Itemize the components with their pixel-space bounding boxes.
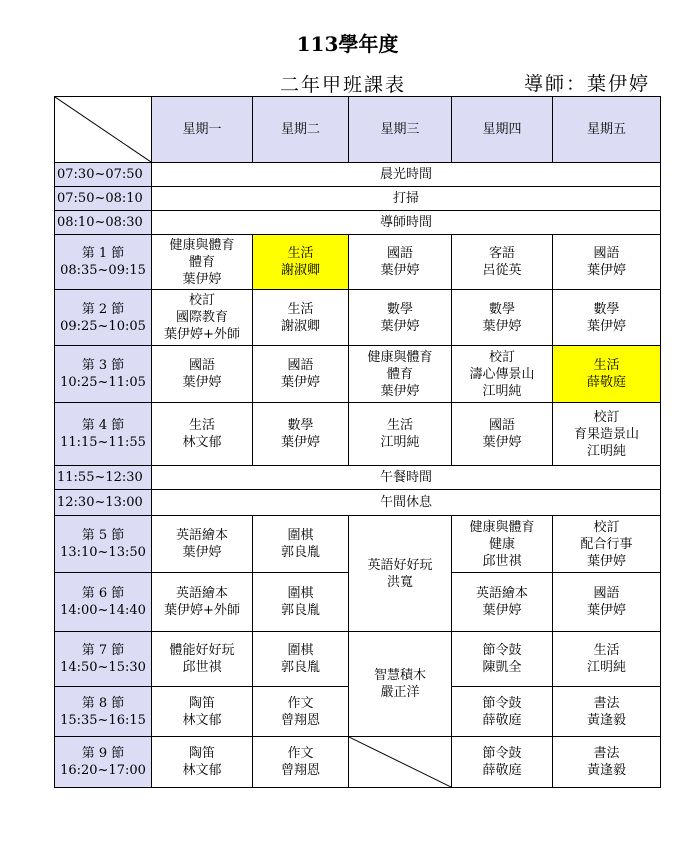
period-1-label: 第 1 節 08:35~09:15	[55, 235, 152, 290]
page-title: 113學年度	[296, 32, 399, 56]
p7-fri: 生活 江明純	[553, 632, 661, 687]
time-lunch: 11:55~12:30	[55, 466, 152, 490]
day-header-thu: 星期四	[452, 97, 553, 163]
p5-fri: 校訂 配合行事 葉伊婷	[553, 516, 661, 573]
p2-tue: 生活 謝淑卿	[253, 290, 349, 346]
diagonal-line-icon	[349, 737, 451, 787]
p5-thu: 健康與體育 健康 邱世祺	[452, 516, 553, 573]
p9-wed-empty	[349, 737, 452, 788]
p7-tue: 圍棋 郭良胤	[253, 632, 349, 687]
p1-thu: 客語 呂從英	[452, 235, 553, 290]
p6-fri: 國語 葉伊婷	[553, 573, 661, 632]
p2-mon: 校訂 國際教育 葉伊婷+外師	[152, 290, 253, 346]
class-subtitle: 二年甲班課表	[280, 74, 407, 96]
p2-thu: 數學 葉伊婷	[452, 290, 553, 346]
p9-fri: 書法 黃逢毅	[553, 737, 661, 788]
homeroom-row: 導師時間	[152, 211, 661, 235]
period-6-label: 第 6 節 14:00~14:40	[55, 573, 152, 632]
timetable	[54, 96, 661, 788]
time-morning: 07:30~07:50	[55, 163, 152, 187]
period-8-label: 第 8 節 15:35~16:15	[55, 687, 152, 737]
p7-mon: 體能好好玩 邱世祺	[152, 632, 253, 687]
p4-wed: 生活 江明純	[349, 403, 452, 466]
p3-mon: 國語 葉伊婷	[152, 346, 253, 403]
morning-row: 晨光時間	[152, 163, 661, 187]
p3-tue: 國語 葉伊婷	[253, 346, 349, 403]
diagonal-line-icon	[55, 97, 151, 162]
p8-tue: 作文 曾翔恩	[253, 687, 349, 737]
p3-fri: 生活 薛敬庭	[553, 346, 661, 403]
p3-wed: 健康與體育 體育 葉伊婷	[349, 346, 452, 403]
period-7-label: 第 7 節 14:50~15:30	[55, 632, 152, 687]
p6-mon: 英語繪本 葉伊婷+外師	[152, 573, 253, 632]
p4-thu: 國語 葉伊婷	[452, 403, 553, 466]
p8-thu: 節令鼓 薛敬庭	[452, 687, 553, 737]
p2-fri: 數學 葉伊婷	[553, 290, 661, 346]
period-9-label: 第 9 節 16:20~17:00	[55, 737, 152, 788]
p4-fri: 校訂 育果造景山 江明純	[553, 403, 661, 466]
p9-tue: 作文 曾翔恩	[253, 737, 349, 788]
cleaning-row: 打掃	[152, 187, 661, 211]
p6-tue: 圍棋 郭良胤	[253, 573, 349, 632]
p9-thu: 節令鼓 薛敬庭	[452, 737, 553, 788]
p1-mon: 健康與體育 體育 葉伊婷	[152, 235, 253, 290]
period-5-label: 第 5 節 13:10~13:50	[55, 516, 152, 573]
period-4-label: 第 4 節 11:15~11:55	[55, 403, 152, 466]
p9-mon: 陶笛 林文郁	[152, 737, 253, 788]
p1-fri: 國語 葉伊婷	[553, 235, 661, 290]
p1-wed: 國語 葉伊婷	[349, 235, 452, 290]
period-2-label: 第 2 節 09:25~10:05	[55, 290, 152, 346]
p5-mon: 英語繪本 葉伊婷	[152, 516, 253, 573]
lunch-row: 午餐時間	[152, 466, 661, 490]
p4-mon: 生活 林文郁	[152, 403, 253, 466]
p5-tue: 圍棋 郭良胤	[253, 516, 349, 573]
time-cleaning: 07:50~08:10	[55, 187, 152, 211]
p2-wed: 數學 葉伊婷	[349, 290, 452, 346]
p7-8-wed: 智慧積木 嚴正洋	[349, 632, 452, 737]
time-nap: 12:30~13:00	[55, 490, 152, 516]
p3-thu: 校訂 濤心傳景山 江明純	[452, 346, 553, 403]
p6-thu: 英語繪本 葉伊婷	[452, 573, 553, 632]
day-header-tue: 星期二	[253, 97, 349, 163]
p8-fri: 書法 黃逢毅	[553, 687, 661, 737]
header-corner	[55, 97, 152, 163]
p1-tue: 生活 謝淑卿	[253, 235, 349, 290]
day-header-fri: 星期五	[553, 97, 661, 163]
p4-tue: 數學 葉伊婷	[253, 403, 349, 466]
p7-thu: 節令鼓 陳凱全	[452, 632, 553, 687]
day-header-wed: 星期三	[349, 97, 452, 163]
nap-row: 午間休息	[152, 490, 661, 516]
time-homeroom: 08:10~08:30	[55, 211, 152, 235]
p5-6-wed: 英語好好玩 洪寬	[349, 516, 452, 632]
homeroom-teacher: 導師：葉伊婷	[524, 73, 651, 95]
p8-mon: 陶笛 林文郁	[152, 687, 253, 737]
period-3-label: 第 3 節 10:25~11:05	[55, 346, 152, 403]
day-header-mon: 星期一	[152, 97, 253, 163]
